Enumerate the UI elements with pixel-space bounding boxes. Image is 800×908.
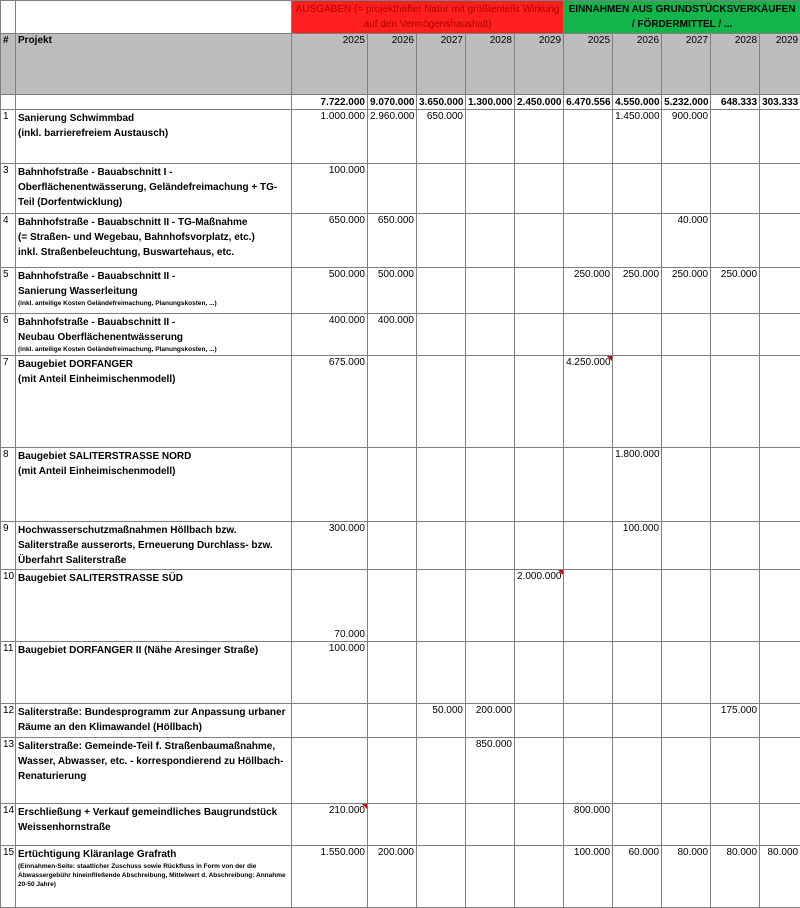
project-line1: Ertüchtigung Kläranlage Grafrath (18, 847, 289, 862)
row-number: 14 (1, 804, 16, 846)
total-cell: 6.470.556 (564, 95, 613, 110)
value-cell (711, 356, 760, 448)
project-cell (16, 846, 292, 908)
project-line2: Wasser, Abwasser, etc. - korrespondierend zu Höllbach- (18, 754, 289, 769)
value-cell (613, 804, 662, 846)
project-cell (16, 356, 292, 448)
value-cell: 1.800.000 (613, 448, 662, 522)
value-cell (368, 448, 417, 522)
value-cell (515, 704, 564, 738)
table-row (1, 570, 800, 642)
value-cell (760, 448, 800, 522)
value-cell (711, 522, 760, 570)
row-number: 5 (1, 268, 16, 314)
value-cell (515, 448, 564, 522)
project-line2: Neubau Oberflächenentwässerung (18, 330, 289, 345)
value-cell (760, 110, 800, 164)
value-cell (711, 804, 760, 846)
value-cell: 850.000 (466, 738, 515, 804)
year-header: 2026 (613, 34, 662, 95)
project-line2: (inkl. barrierefreiem Austausch) (18, 126, 289, 141)
row-number: 11 (1, 642, 16, 704)
projekt-header: Projekt (16, 34, 292, 95)
value-cell (368, 570, 417, 642)
value-cell (564, 110, 613, 164)
project-cell (16, 704, 292, 738)
value-cell (711, 164, 760, 214)
value-cell (417, 448, 466, 522)
value-cell: 250.000 (613, 268, 662, 314)
ausgaben-header: AUSGABEN (= projekthafter Natur mit größtenteils Wirkung auf den Vermögenshaushalt) (292, 1, 564, 34)
value-cell (711, 642, 760, 704)
value-cell (662, 314, 711, 356)
row-number: 1 (1, 110, 16, 164)
value-cell (564, 314, 613, 356)
row-number: 8 (1, 448, 16, 522)
project-line1: Baugebiet DORFANGER (18, 357, 289, 372)
project-cell (16, 164, 292, 214)
value-cell (760, 214, 800, 268)
project-cell (16, 522, 292, 570)
value-cell (466, 448, 515, 522)
value-cell: 80.000 (662, 846, 711, 908)
row-number: 13 (1, 738, 16, 804)
project-note: (inkl. anteilige Kosten Geländefreimachung, Planungskosten, ...) (18, 299, 289, 308)
total-cell: 1.300.000 (466, 95, 515, 110)
value-cell: 500.000 (292, 268, 368, 314)
value-cell (368, 522, 417, 570)
project-cell (16, 804, 292, 846)
project-line1: Bahnhofstraße - Bauabschnitt II - (18, 315, 289, 330)
value-cell (515, 738, 564, 804)
table-row (1, 522, 800, 570)
value-cell (564, 522, 613, 570)
value-cell: 250.000 (662, 268, 711, 314)
table-row (1, 214, 800, 268)
project-line1: Saliterstraße: Gemeinde-Teil f. Straßenbaumaßnahme, (18, 739, 289, 754)
total-cell: 7.722.000 (292, 95, 368, 110)
value-cell: 100.000 (292, 164, 368, 214)
project-note: (Einnahmen-Seite: staatlicher Zuschuss sowie Rückfluss in Form von der die Abwassergebühr hineinfließende Abschreibung, Mittelwert d. Abschreibung: Annahme 20-50 Jahre) (18, 862, 289, 889)
project-cell (16, 448, 292, 522)
value-cell (711, 738, 760, 804)
value-cell (368, 642, 417, 704)
value-cell (368, 356, 417, 448)
value-cell (613, 164, 662, 214)
table-row (1, 846, 800, 908)
value-cell (466, 314, 515, 356)
value-cell (466, 110, 515, 164)
value-cell (466, 164, 515, 214)
row-number: 4 (1, 214, 16, 268)
hash-header: # (1, 34, 16, 95)
value-cell (466, 522, 515, 570)
value-cell: 800.000 (564, 804, 613, 846)
value-cell: 100.000 (613, 522, 662, 570)
value-cell (417, 738, 466, 804)
total-cell: 303.333 (760, 95, 800, 110)
project-line3: Renaturierung (18, 769, 289, 784)
value-cell (417, 214, 466, 268)
project-line2: (mit Anteil Einheimischenmodell) (18, 372, 289, 387)
value-cell (613, 738, 662, 804)
value-cell (417, 642, 466, 704)
year-header: 2027 (417, 34, 466, 95)
project-line1: Sanierung Schwimmbad (18, 111, 289, 126)
value-cell (760, 164, 800, 214)
value-cell (760, 570, 800, 642)
value-cell: 250.000 (564, 268, 613, 314)
project-line1: Saliterstraße: Bundesprogramm zur Anpassung urbaner (18, 705, 289, 720)
value-cell: 900.000 (662, 110, 711, 164)
value-cell: 650.000 (368, 214, 417, 268)
project-rows (1, 110, 800, 908)
project-line1: Hochwasserschutzmaßnahmen Höllbach bzw. (18, 523, 289, 538)
value-cell (292, 448, 368, 522)
value-cell (417, 268, 466, 314)
row-number: 7 (1, 356, 16, 448)
value-cell (662, 642, 711, 704)
value-cell (711, 214, 760, 268)
project-note: (inkl. anteilige Kosten Geländefreimachung, Planungskosten, ...) (18, 345, 289, 354)
value-cell (368, 164, 417, 214)
value-cell: 210.000 (292, 804, 368, 846)
value-cell (368, 704, 417, 738)
value-cell: 650.000 (417, 110, 466, 164)
value-cell (613, 214, 662, 268)
value-cell (711, 110, 760, 164)
value-cell (466, 804, 515, 846)
year-header: 2025 (292, 34, 368, 95)
value-cell: 1.000.000 (292, 110, 368, 164)
totals-row (1, 95, 800, 110)
value-cell: 250.000 (711, 268, 760, 314)
value-cell (515, 164, 564, 214)
value-cell: 400.000 (368, 314, 417, 356)
project-line2: Saliterstraße ausserorts, Erneuerung Durchlass- bzw. (18, 538, 289, 553)
column-header-row (1, 34, 800, 95)
value-cell: 500.000 (368, 268, 417, 314)
value-cell (515, 846, 564, 908)
value-cell (662, 164, 711, 214)
year-header: 2025 (564, 34, 613, 95)
value-cell (515, 642, 564, 704)
value-cell: 60.000 (613, 846, 662, 908)
value-cell: 100.000 (292, 642, 368, 704)
total-cell: 9.070.000 (368, 95, 417, 110)
value-cell: 80.000 (760, 846, 800, 908)
row-number: 15 (1, 846, 16, 908)
value-cell (760, 642, 800, 704)
project-line2: (= Straßen- und Wegebau, Bahnhofsvorplatz, etc.) (18, 230, 289, 245)
value-cell (564, 704, 613, 738)
row-number: 9 (1, 522, 16, 570)
project-line1: Baugebiet SALITERSTRASSE SÜD (18, 571, 289, 586)
year-header: 2029 (515, 34, 564, 95)
value-cell: 1.550.000 (292, 846, 368, 908)
project-line1: Bahnhofstraße - Bauabschnitt I - (18, 165, 289, 180)
table-row (1, 268, 800, 314)
value-cell (564, 448, 613, 522)
project-line1: Bahnhofstraße - Bauabschnitt II - TG-Maßnahme (18, 215, 289, 230)
value-cell (613, 356, 662, 448)
value-cell (564, 642, 613, 704)
value-cell (368, 738, 417, 804)
value-cell (613, 642, 662, 704)
value-cell (613, 704, 662, 738)
value-cell (662, 356, 711, 448)
value-cell (515, 110, 564, 164)
project-cell (16, 314, 292, 356)
table-row (1, 738, 800, 804)
project-cell (16, 738, 292, 804)
value-cell (515, 804, 564, 846)
value-cell (417, 804, 466, 846)
value-cell: 70.000 (292, 570, 368, 642)
project-line3: Teil (Dorfentwicklung) (18, 195, 289, 210)
value-cell (417, 846, 466, 908)
header-group-row (1, 1, 800, 34)
year-header: 2028 (466, 34, 515, 95)
year-header: 2028 (711, 34, 760, 95)
value-cell (613, 314, 662, 356)
value-cell (466, 642, 515, 704)
value-cell (466, 356, 515, 448)
value-cell (292, 738, 368, 804)
project-line1: Baugebiet SALITERSTRASSE NORD (18, 449, 289, 464)
value-cell (417, 314, 466, 356)
value-cell: 1.450.000 (613, 110, 662, 164)
project-line1: Erschließung + Verkauf gemeindliches Baugrundstück (18, 805, 289, 820)
project-cell (16, 268, 292, 314)
value-cell: 40.000 (662, 214, 711, 268)
value-cell (515, 522, 564, 570)
value-cell: 200.000 (466, 704, 515, 738)
value-cell: 300.000 (292, 522, 368, 570)
year-header: 2026 (368, 34, 417, 95)
value-cell (760, 522, 800, 570)
value-cell (760, 804, 800, 846)
row-number: 12 (1, 704, 16, 738)
value-cell (760, 314, 800, 356)
value-cell (760, 704, 800, 738)
value-cell: 2.000.000 (515, 570, 564, 642)
value-cell (515, 314, 564, 356)
value-cell: 4.250.000 (564, 356, 613, 448)
value-cell (368, 804, 417, 846)
table-row (1, 704, 800, 738)
total-cell: 3.650.000 (417, 95, 466, 110)
project-line1: Bahnhofstraße - Bauabschnitt II - (18, 269, 289, 284)
value-cell (564, 214, 613, 268)
value-cell: 2.960.000 (368, 110, 417, 164)
value-cell (417, 522, 466, 570)
value-cell (711, 570, 760, 642)
table-row (1, 642, 800, 704)
value-cell (662, 804, 711, 846)
total-cell: 4.550.000 (613, 95, 662, 110)
value-cell (466, 570, 515, 642)
project-line1: Baugebiet DORFANGER II (Nähe Aresinger Straße) (18, 643, 289, 658)
value-cell (292, 704, 368, 738)
row-number: 10 (1, 570, 16, 642)
value-cell (662, 704, 711, 738)
project-cell (16, 570, 292, 642)
project-cell (16, 214, 292, 268)
project-line3: Überfahrt Saliterstraße (18, 553, 289, 568)
value-cell (662, 522, 711, 570)
value-cell (662, 448, 711, 522)
value-cell (564, 738, 613, 804)
table-row (1, 448, 800, 522)
row-number: 3 (1, 164, 16, 214)
value-cell: 175.000 (711, 704, 760, 738)
project-cell (16, 642, 292, 704)
project-line2: Oberflächenentwässerung, Geländefreimachung + TG- (18, 180, 289, 195)
value-cell (515, 214, 564, 268)
table-row (1, 314, 800, 356)
value-cell (466, 268, 515, 314)
value-cell (711, 314, 760, 356)
value-cell: 80.000 (711, 846, 760, 908)
value-cell: 200.000 (368, 846, 417, 908)
project-cell (16, 110, 292, 164)
value-cell (466, 214, 515, 268)
value-cell (662, 738, 711, 804)
project-line2: Weissenhornstraße (18, 820, 289, 835)
total-cell: 648.333 (711, 95, 760, 110)
table-row (1, 804, 800, 846)
project-line2: Sanierung Wasserleitung (18, 284, 289, 299)
value-cell (613, 570, 662, 642)
value-cell: 400.000 (292, 314, 368, 356)
value-cell (760, 268, 800, 314)
value-cell (760, 356, 800, 448)
total-cell: 2.450.000 (515, 95, 564, 110)
value-cell (564, 570, 613, 642)
value-cell (515, 268, 564, 314)
table-row (1, 164, 800, 214)
value-cell (417, 356, 466, 448)
value-cell (417, 164, 466, 214)
value-cell (564, 164, 613, 214)
table-row (1, 110, 800, 164)
project-line2: (mit Anteil Einheimischenmodell) (18, 464, 289, 479)
einnahmen-header: EINNAHMEN AUS GRUNDSTÜCKSVERKÄUFEN / FÖRDERMITTEL / ... (564, 1, 800, 34)
project-line3: inkl. Straßenbeleuchtung, Buswartehaus, etc. (18, 245, 289, 260)
value-cell (760, 738, 800, 804)
project-line2: Räume an den Klimawandel (Höllbach) (18, 720, 289, 735)
value-cell (515, 356, 564, 448)
value-cell (417, 570, 466, 642)
row-number: 6 (1, 314, 16, 356)
value-cell (711, 448, 760, 522)
value-cell: 675.000 (292, 356, 368, 448)
value-cell (662, 570, 711, 642)
value-cell: 50.000 (417, 704, 466, 738)
total-cell: 5.232.000 (662, 95, 711, 110)
year-header: 2029 (760, 34, 800, 95)
table-row (1, 356, 800, 448)
value-cell: 100.000 (564, 846, 613, 908)
value-cell: 650.000 (292, 214, 368, 268)
value-cell (466, 846, 515, 908)
year-header: 2027 (662, 34, 711, 95)
